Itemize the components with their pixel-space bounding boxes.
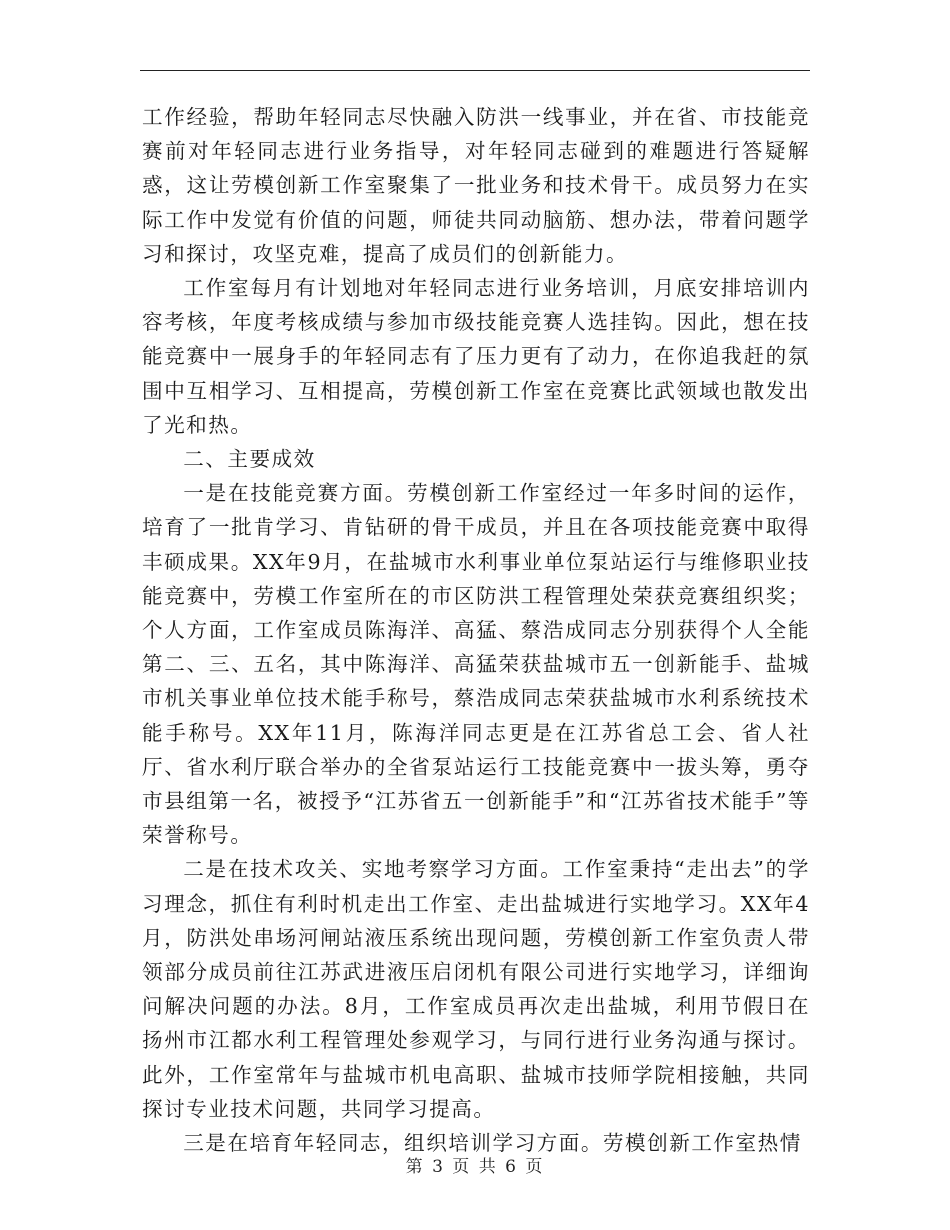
paragraph-technical-study: 二是在技术攻关、实地考察学习方面。工作室秉持“走出去”的学习理念，抓住有利时机走出工作室、走出盐城进行实地学习。XX年4月，防洪处串场河闸站液压系统出现问题，劳模创新工作室负责人带领部分成员前往江苏武进液压启闭机有限公司进行实地学习，详细询问解决问题的办法。8月，工作室成员再次走出盐城，利用节假日在扬州市江都水利工程管理处参观学习，与同行进行业务沟通与探讨。此外，工作室常年与盐城市机电高职、盐城市技师学院相接触，共同探讨专业技术问题，共同学习提高。 bbox=[142, 857, 810, 1121]
header-rule bbox=[140, 70, 810, 71]
paragraph-1: 工作经验，帮助年轻同志尽快融入防洪一线事业，并在省、市技能竞赛前对年轻同志进行业务指导，对年轻同志碰到的难题进行答疑解惑，这让劳模创新工作室聚集了一批业务和技术骨干。成员努力在实际工作中发觉有价值的问题，师徒共同动脑筋、想办法，带着问题学习和探讨，攻坚克难，提高了成员们的创新能力。 bbox=[142, 105, 810, 266]
section-heading-main-results: 二、主要成效 bbox=[183, 447, 316, 472]
paragraph-training: 三是在培育年轻同志，组织培训学习方面。劳模创新工作室热情 bbox=[183, 1131, 802, 1156]
paragraph-skills-competition: 一是在技能竞赛方面。劳模创新工作室经过一年多时间的运作，培育了一批肯学习、肯钻研的骨干成员，并且在各项技能竞赛中取得丰硕成果。XX年9月，在盐城市水利事业单位泵站运行与维修职业技能竞赛中，劳模工作室所在的市区防洪工程管理处荣获竞赛组织奖；个人方面，工作室成员陈海洋、高猛、蔡浩成同志分别获得个人全能第二、三、五名，其中陈海洋、高猛荣获盐城市五一创新能手、盐城市机关事业单位技术能手称号，蔡浩成同志荣获盐城市水利系统技术能手称号。XX年11月，陈海洋同志更是在江苏省总工会、省人社厅、省水利厅联合举办的全省泵站运行工技能竞赛中一拔头筹，勇夺市县组第一名，被授予“江苏省五一创新能手”和“江苏省技术能手”等荣誉称号。 bbox=[142, 481, 810, 848]
paragraph-2: 工作室每月有计划地对年轻同志进行业务培训，月底安排培训内容考核，年度考核成绩与参加市级技能竞赛人选挂钩。因此，想在技能竞赛中一展身手的年轻同志有了压力更有了动力，在你追我赶的氛围中互相学习、互相提高，劳模创新工作室在竞赛比武领域也散发出了光和热。 bbox=[142, 276, 810, 437]
page-number-footer: 第 3 页 共 6 页 bbox=[405, 1157, 545, 1177]
document-body bbox=[142, 100, 810, 1160]
